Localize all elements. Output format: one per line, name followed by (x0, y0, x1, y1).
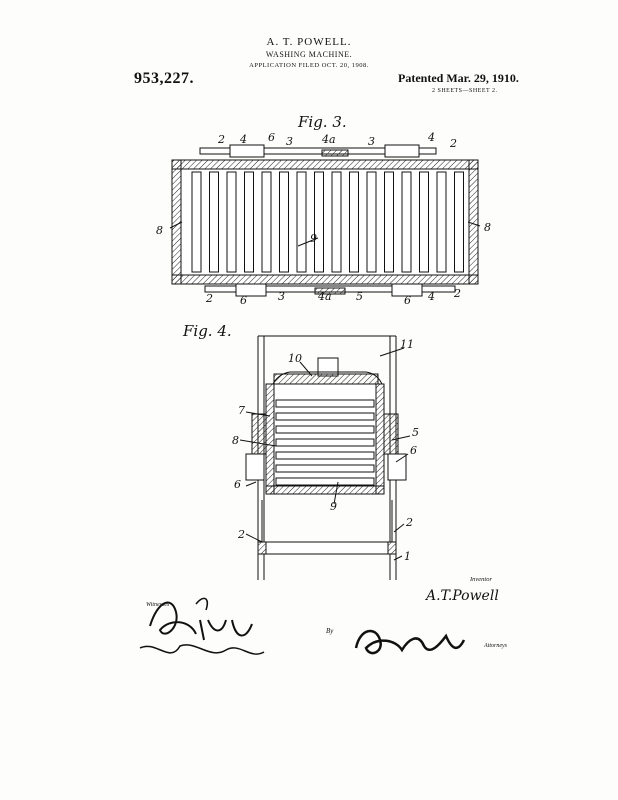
slat (402, 172, 411, 272)
callout: 6 (268, 131, 275, 144)
callout: 4a (322, 133, 336, 146)
attorneys-caption: Attorneys (484, 643, 507, 649)
patent-number: 953,227. (134, 70, 194, 87)
callout: 4 (240, 133, 247, 146)
callout: 6 (410, 444, 417, 457)
callout: 2 (206, 292, 213, 305)
callout: 3 (278, 290, 285, 303)
callout: 10 (288, 352, 302, 365)
callout: 6 (240, 294, 247, 307)
callout: 2 (454, 287, 461, 300)
fig3-drawing (170, 145, 480, 296)
inventor-caption: Inventor (470, 576, 493, 583)
patented-date: Patented Mar. 29, 1910. (398, 71, 519, 85)
patent-title: WASHING MACHINE. (265, 50, 353, 59)
slat (280, 172, 289, 272)
drum-slat (276, 439, 374, 446)
callout: 7 (238, 404, 245, 417)
callout: 5 (356, 290, 363, 303)
slat (227, 172, 236, 272)
callout: 4 (428, 290, 435, 303)
callout: 6 (404, 294, 411, 307)
callout: 8 (232, 434, 239, 447)
slat (332, 172, 341, 272)
figure-3-label: Fig. 3. (298, 113, 347, 131)
slat (315, 172, 324, 272)
slat (455, 172, 464, 272)
callout: 3 (286, 135, 293, 148)
sheet-count: 2 SHEETS—SHEET 2. (432, 88, 498, 94)
inventor-signature: A.T.Powell (426, 588, 499, 604)
slat (367, 172, 376, 272)
fig4-drawing (240, 336, 410, 580)
slat (385, 172, 394, 272)
slat (420, 172, 429, 272)
attorney-signature (356, 631, 464, 653)
slat (262, 172, 271, 272)
callout: 4a (318, 290, 332, 303)
inventor-name: A. T. POWELL. (266, 36, 352, 48)
slat (192, 172, 201, 272)
callout: 8 (484, 221, 491, 234)
callout: 1 (404, 550, 411, 563)
drum-slat (276, 400, 374, 407)
slat (350, 172, 359, 272)
drum-slat (276, 465, 374, 472)
callout: 2 (406, 516, 413, 529)
drum-slat (276, 426, 374, 433)
callout: 2 (218, 133, 225, 146)
callout: 11 (400, 338, 414, 351)
figure-4-label: Fig. 4. (183, 322, 232, 340)
callout: 6 (234, 478, 241, 491)
callout: 2 (450, 137, 457, 150)
application-date: APPLICATION FILED OCT. 20, 1908. (249, 62, 369, 69)
slat (245, 172, 254, 272)
slat (210, 172, 219, 272)
drum-slat (276, 478, 374, 485)
callout: 8 (156, 224, 163, 237)
callout: 9 (310, 232, 317, 245)
witnesses-caption: Witnesses (146, 602, 170, 608)
callout: 3 (368, 135, 375, 148)
callout: 5 (412, 426, 419, 439)
by-caption: By (326, 627, 334, 635)
slat (297, 172, 306, 272)
callout: 2 (238, 528, 245, 541)
callout: 4 (428, 131, 435, 144)
callout: 9 (330, 500, 337, 513)
slat (437, 172, 446, 272)
drum-slat (276, 413, 374, 420)
drum-slat (276, 452, 374, 459)
